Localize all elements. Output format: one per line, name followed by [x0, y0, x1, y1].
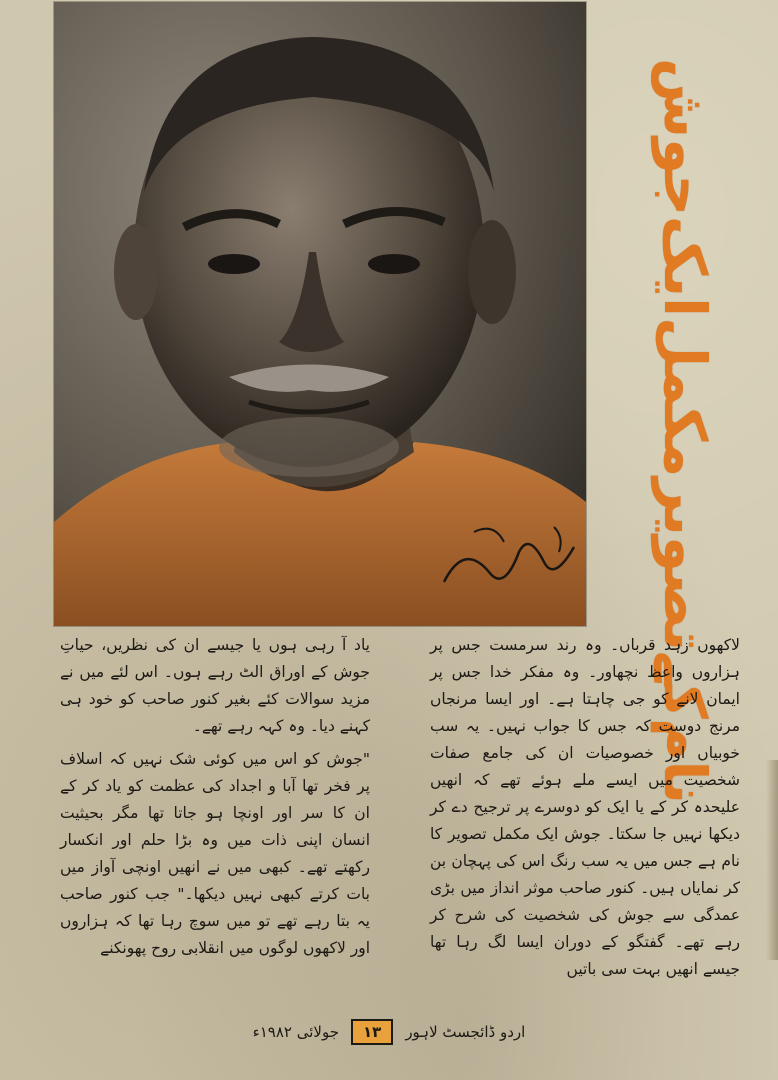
paragraph: "جوش کو اس میں کوئی شک نہیں کہ اسلاف پر فخر تھا آبا و اجداد کی عظمت کو یاد کر کے ان کا سر اور اونچا ہو جاتا تھا مگر بحیثیت انسان اپنی ذات میں وہ بڑا حلم اور انکسار رکھتے تھے۔ کبھی میں نے انھیں اونچی آواز میں بات کرتے کبھی نہیں دیکھا۔" جب کنور صاحب یہ بتا رہے تھے تو میں سوچ رہا تھا کہ ہزاروں اور لاکھوں لوگوں میں انقلابی روح پھونکنے: [60, 750, 370, 957]
article-body: [50, 632, 748, 1002]
article-column-left: [60, 632, 370, 968]
title-line-5: کے: [651, 650, 719, 719]
title-line-3: مکمل: [651, 317, 719, 478]
issue-date: جولائی ۱۹۸۲ء: [252, 1023, 339, 1041]
signature-icon: [434, 512, 586, 602]
page-number: ۱۳: [351, 1019, 393, 1045]
article-title: [610, 58, 760, 805]
title-line-1: جوش: [651, 58, 719, 217]
title-line-6: نام: [651, 718, 719, 805]
portrait-photo: [54, 2, 586, 626]
paragraph: یاد آ رہی ہوں یا جیسے ان کی نظریں، حیاتِ جوش کے اوراق الٹ رہے ہوں۔ اس لئے میں نے مزید سوالات کئے بغیر کنور صاحب کو خود ہی کہنے دیا۔ وہ کہہ رہے تھے۔: [60, 636, 370, 735]
magazine-name: اردو ڈائجسٹ لاہور: [405, 1023, 526, 1041]
title-line-2: ایک: [651, 216, 719, 318]
title-line-4: تصویر: [651, 477, 719, 651]
paragraph: لاکھوں زہد قرباں۔ وہ رند سرمست جس پر ہزاروں واعظ نچھاور۔ وہ مفکر خدا جس پر ایمان لانے کو جی چاہتا ہے۔ اور ایسا مرنجاں مرنج دوست کہ جس کا جواب نہیں۔ یہ سب خوبیاں اور خصوصیات ان کی جامع صفات شخصیت میں ایسے ملے ہوئے تھے کہ انھیں علیحدہ کر کے یا ایک کو دوسرے پر ترجیح دے کر دیکھا نہیں جا سکتا۔ جوش ایک مکمل تصویر کا نام ہے جس میں یہ سب رنگ اس کی پہچان بن کر نمایاں ہیں۔ کنور صاحب موثر انداز میں بڑی عمدگی سے جوش کی شخصیت کی شرح کر رہے تھے۔ گفتگو کے دوران ایسا لگ رہا تھا جیسے انھیں بہت سی باتیں: [430, 636, 740, 978]
paper-edge-shadow: [766, 760, 778, 960]
page-footer: [0, 1012, 778, 1052]
article-column-right: [430, 632, 740, 989]
